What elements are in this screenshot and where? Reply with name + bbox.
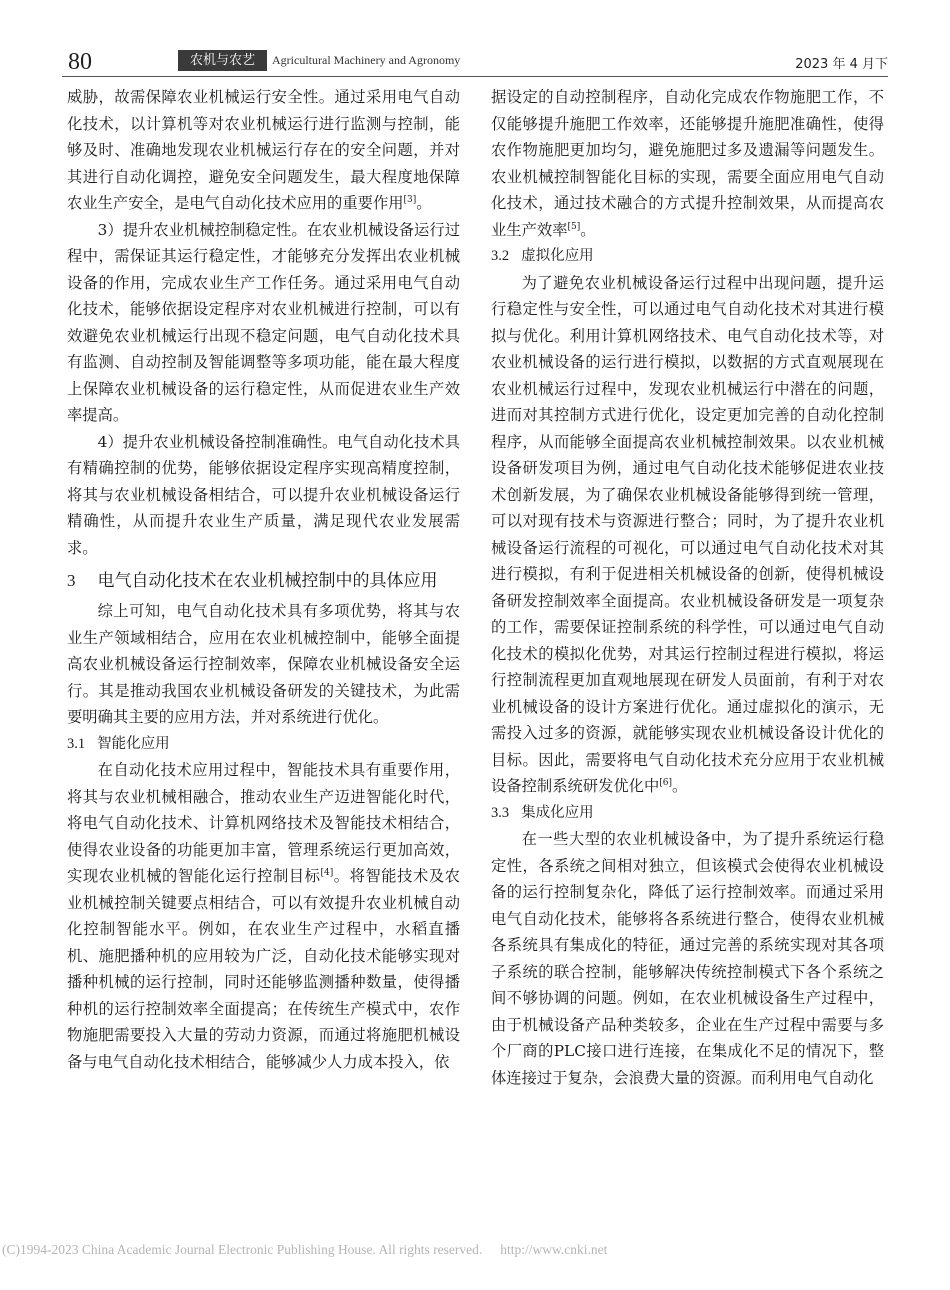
paragraph: 威胁，故需保障农业机械运行安全性。通过采用电气自动化技术，以计算机等对农业机械运行进行监测与控制，能够及时、准确地发现农业机械运行存在的安全问题，并对其进行自动化调控，避免安全问题发生，最大程度地保障农业生产安全，是电气自动化技术应用的重要作用[3]。 [67,88,460,212]
citation-ref[interactable]: [4] [320,867,334,878]
paragraph: 综上可知，电气自动化技术具有多项优势，将其与农业生产领域相结合，应用在农业机械控制中，能够全面提高农业机械设备运行控制效率，保障农业机械设备安全运行。其是推动我国农业机械设备研发的关键技术，为此需要明确其主要的应用方法，并对系统进行优化。 [67,602,460,726]
paragraph: 在一些大型的农业机械设备中，为了提升系统运行稳定性，各系统之间相对独立，但该模式会使得农业机械设备的运行控制复杂化，降低了运行控制效率。而通过采用电气自动化技术，能够将各系统进行整合，使得农业机械各系统具有集成化的特征，通过完善的系统实现对其各项子系统的联合控制，能够解决传统控制模式下各个系统之间不够协调的问题。例如，在农业机械设备生产过程中，由于机械设备产品种类较多，企业在生产过程中需要与多个厂商的PLC接口进行连接，在集成化不足的情况下，整体连接过于复杂，会浪费大量的资源。而利用电气自动化 [491,830,884,1087]
subsection-heading-3-2: 3.2 虚拟化应用 [491,248,594,264]
left-column [67,84,460,1075]
paragraph: 3）提升农业机械控制稳定性。在农业机械设备运行过程中，需保证其运行稳定性，才能够充分发挥出农业机械设备的作用，完成农业生产工作任务。通过采用电气自动化技术，能够依据设定程序对农业机械进行控制，可以有效避免农业机械运行出现不稳定问题，电气自动化技术具有监测、自动控制及智能调整等多项功能，能在最大程度上保障农业机械设备的运行稳定性，从而促进农业生产效率提高。 [67,220,460,424]
paragraph: 在自动化技术应用过程中，智能技术具有重要作用，将其与农业机械相融合，推动农业生产迈进智能化时代，将电气自动化技术、计算机网络技术及智能技术相结合，使得农业设备的功能更加丰富，管理系统运行更加高效，实现农业机械的智能化运行控制目标[4]。将智能技术及农业机械控制关键要点相结合，可以有效提升农业机械自动化控制智能水平。例如，在农业生产过程中，水稻直播机、施肥播种机的应用较为广泛，自动化技术能够实现对播种机械的运行控制，同时还能够监测播种数量，使得播种机的运行控制效率全面提高；在传统生产模式中，农作物施肥需要投入大量的劳动力资源，而通过将施肥机械设备与电气自动化技术相结合，能够减少人力成本投入，依 [67,761,460,1071]
issue-date: 2023 年 4 月下 [795,57,888,72]
copyright-text: (C)1994-2023 China Academic Journal Electronic Publishing House. All rights reserved. [2,1242,483,1257]
citation-ref[interactable]: [6] [659,777,673,788]
paragraph: 据设定的自动控制程序，自动化完成农作物施肥工作，不仅能够提升施肥工作效率，还能够提升施肥准确性，使得农作物施肥更加均匀，避免施肥过多及遗漏等问题发生。农业机械控制智能化目标的实现，需要全面应用电气自动化技术，通过技术融合的方式提升控制效果，从而提高农业生产效率[5]。 [491,88,884,239]
page-header [62,46,888,76]
subsection-heading-3-1: 3.1 智能化应用 [67,735,170,752]
paragraph: 4）提升农业机械设备控制准确性。电气自动化技术具有精确控制的优势，能够依据设定程序实现高精度控制，将其与农业机械设备相结合，可以提升农业机械设备运行精确性，从而提升农业生产质量，满足现代农业发展需求。 [67,432,460,557]
section-heading-3: 3 电气自动化技术在农业机械控制中的具体应用 [67,571,438,591]
subsection-heading-3-3: 3.3 集成化应用 [491,804,594,821]
header-divider [62,76,888,77]
journal-title-badge: 农机与农艺 [178,50,267,71]
copyright-footer [2,1242,607,1258]
citation-ref[interactable]: [5] [567,221,581,232]
page-number: 80 [68,49,92,75]
paragraph: 为了避免农业机械设备运行过程中出现问题，提升运行稳定性与安全性，可以通过电气自动化技术对其进行模拟与优化。利用计算机网络技术、电气自动化技术等，对农业机械设备的运行进行模拟，以数据的方式直观展现在农业机械运行过程中，发现农业机械运行中潜在的问题，进而对其控制方式进行优化，设定更加完善的自动化控制程序，从而能够全面提高农业机械控制效果。以农业机械设备研发项目为例，通过电气自动化技术能够促进农业技术创新发展，为了确保农业机械设备能够得到统一管理，可以对现有技术与资源进行整合；同时，为了提升农业机械设备运行流程的可视化，可以通过电气自动化技术对其进行模拟，有利于促进相关机械设备的创新，使得机械设备研发控制效率全面提高。农业机械设备研发是一项复杂的工作，需要保证控制系统的科学性，可以通过电气自动化技术的模拟化优势，对其运行控制过程进行模拟，将运行控制流程更加直观地展现在研发人员面前，有利于对农业机械设备的设计方案进行优化。通过虚拟化的演示，无需投入过多的资源，就能够实现农业机械设备设计优化的目标。因此，需要将电气自动化技术充分应用于农业机械设备控制系统研发优化中[6]。 [491,273,884,795]
cnki-link[interactable]: http://www.cnki.net [500,1242,608,1257]
journal-title-english: Agricultural Machinery and Agronomy [272,53,461,67]
right-column [491,84,884,1091]
citation-ref[interactable]: [3] [403,194,417,205]
